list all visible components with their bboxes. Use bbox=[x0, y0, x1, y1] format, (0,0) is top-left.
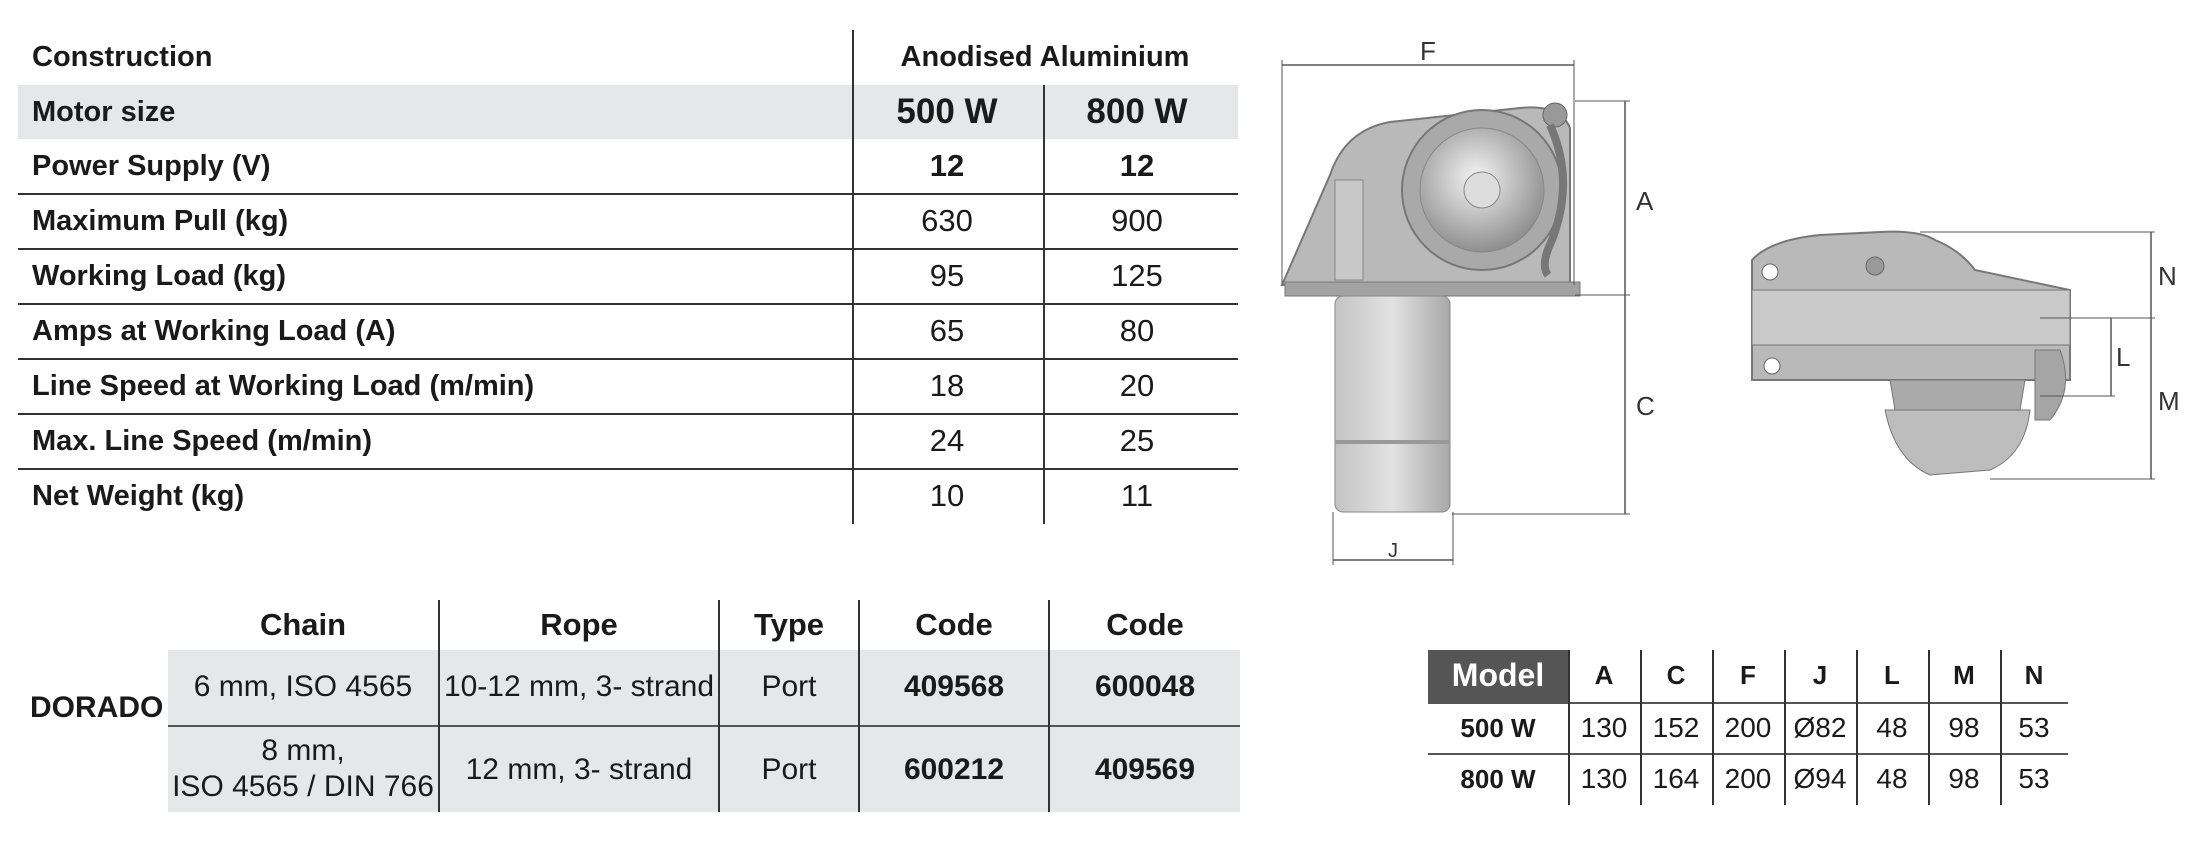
dimensions-table bbox=[1428, 650, 2068, 805]
dim-cell: 98 bbox=[1948, 763, 1980, 794]
chain-cell-line1: 8 mm, bbox=[261, 734, 345, 767]
motor-body bbox=[1335, 296, 1450, 512]
dim-cell: 152 bbox=[1652, 712, 1700, 743]
label-c: C bbox=[1636, 391, 1655, 421]
spec-row-label: Maximum Pull (kg) bbox=[32, 204, 289, 237]
type-cell: Port bbox=[761, 753, 817, 786]
bolt-head bbox=[1866, 257, 1884, 275]
dim-model-cell: 800 W bbox=[1460, 764, 1536, 794]
spec-row-label: Line Speed at Working Load (m/min) bbox=[32, 369, 535, 402]
chain-table bbox=[0, 595, 1250, 825]
label-j: J bbox=[1388, 540, 1398, 562]
code-cell: 600212 bbox=[903, 753, 1005, 786]
front-view bbox=[1282, 36, 1655, 565]
spec-value-500: 12 bbox=[929, 148, 965, 183]
header-code-1: Code bbox=[915, 607, 993, 642]
housing-band bbox=[1752, 290, 2070, 345]
spec-row-label: Power Supply (V) bbox=[32, 149, 271, 182]
spec-value-500: 630 bbox=[921, 203, 973, 238]
dim-cell: 130 bbox=[1580, 763, 1628, 794]
rope-cell: 10-12 mm, 3- strand bbox=[443, 670, 715, 703]
drum-hub bbox=[1464, 172, 1500, 208]
housing-slot bbox=[1335, 180, 1363, 280]
bolt-head bbox=[1543, 103, 1567, 127]
motor-size-500: 500 W bbox=[896, 92, 998, 131]
dim-cell: 53 bbox=[2018, 763, 2050, 794]
dim-cell: 53 bbox=[2018, 712, 2050, 743]
construction-label: Construction bbox=[32, 40, 213, 73]
code-cell: 409569 bbox=[1094, 753, 1196, 786]
motor-size-800: 800 W bbox=[1086, 92, 1188, 131]
mount-hole bbox=[1762, 264, 1778, 280]
chain-cell: 6 mm, ISO 4565 bbox=[193, 670, 413, 703]
code-cell: 409568 bbox=[903, 670, 1005, 703]
motor-size-label: Motor size bbox=[32, 95, 176, 128]
spec-value-500: 24 bbox=[929, 423, 965, 458]
spec-row-label: Max. Line Speed (m/min) bbox=[32, 424, 372, 457]
header-code-2: Code bbox=[1106, 607, 1184, 642]
spec-value-800: 125 bbox=[1111, 258, 1163, 293]
spec-value-500: 65 bbox=[929, 313, 965, 348]
dim-cell: 130 bbox=[1580, 712, 1628, 743]
dim-cell: Ø94 bbox=[1793, 763, 1847, 794]
spec-value-800: 900 bbox=[1111, 203, 1163, 238]
gypsy-side bbox=[1890, 380, 2025, 410]
spec-row-label: Working Load (kg) bbox=[32, 259, 287, 292]
dim-cell: 164 bbox=[1652, 763, 1700, 794]
construction-value: Anodised Aluminium bbox=[900, 40, 1190, 73]
drum-side bbox=[1885, 410, 2030, 475]
header-a: A bbox=[1594, 660, 1614, 690]
type-cell: Port bbox=[761, 670, 817, 703]
label-l: L bbox=[2116, 342, 2131, 372]
spec-value-500: 18 bbox=[929, 368, 965, 403]
header-j: J bbox=[1812, 660, 1828, 690]
dim-cell: Ø82 bbox=[1793, 712, 1847, 743]
rope-cell: 12 mm, 3- strand bbox=[465, 753, 693, 786]
row-divider bbox=[168, 725, 1240, 727]
header-chain: Chain bbox=[259, 607, 347, 642]
mount-hole bbox=[1764, 358, 1780, 374]
header-n: N bbox=[2024, 660, 2044, 690]
spec-value-500: 95 bbox=[929, 258, 965, 293]
header-l: L bbox=[1884, 660, 1900, 690]
spec-row-label: Net Weight (kg) bbox=[32, 479, 245, 512]
header-c: C bbox=[1666, 660, 1686, 690]
header-model: Model bbox=[1451, 657, 1545, 693]
spec-value-500: 10 bbox=[929, 478, 965, 513]
dim-cell: 200 bbox=[1724, 763, 1772, 794]
side-view bbox=[1752, 232, 2180, 479]
header-m: M bbox=[1953, 660, 1975, 690]
dim-cell: 48 bbox=[1876, 712, 1908, 743]
header-type: Type bbox=[753, 607, 825, 642]
spec-row-label: Amps at Working Load (A) bbox=[32, 314, 396, 347]
motor-band bbox=[1335, 440, 1450, 444]
spec-value-800: 11 bbox=[1120, 478, 1154, 513]
spec-value-800: 25 bbox=[1119, 423, 1155, 458]
header-f: F bbox=[1740, 660, 1756, 690]
dim-cell: 200 bbox=[1724, 712, 1772, 743]
label-f: F bbox=[1420, 36, 1436, 66]
label-m: M bbox=[2158, 386, 2180, 416]
header-rope: Rope bbox=[540, 607, 618, 642]
label-n: N bbox=[2158, 261, 2177, 291]
label-a: A bbox=[1636, 186, 1654, 216]
base-plate bbox=[1285, 282, 1580, 296]
model-name: DORADO bbox=[30, 691, 164, 724]
dim-cell: 98 bbox=[1948, 712, 1980, 743]
spec-value-800: 12 bbox=[1119, 148, 1155, 183]
dim-cell: 48 bbox=[1876, 763, 1908, 794]
chain-cell-line2: ISO 4565 / DIN 766 bbox=[172, 770, 434, 803]
dim-model-cell: 500 W bbox=[1460, 713, 1536, 743]
spec-value-800: 20 bbox=[1119, 368, 1155, 403]
code-cell: 600048 bbox=[1094, 670, 1196, 703]
spec-value-800: 80 bbox=[1119, 313, 1155, 348]
stripper-side bbox=[2035, 350, 2066, 420]
